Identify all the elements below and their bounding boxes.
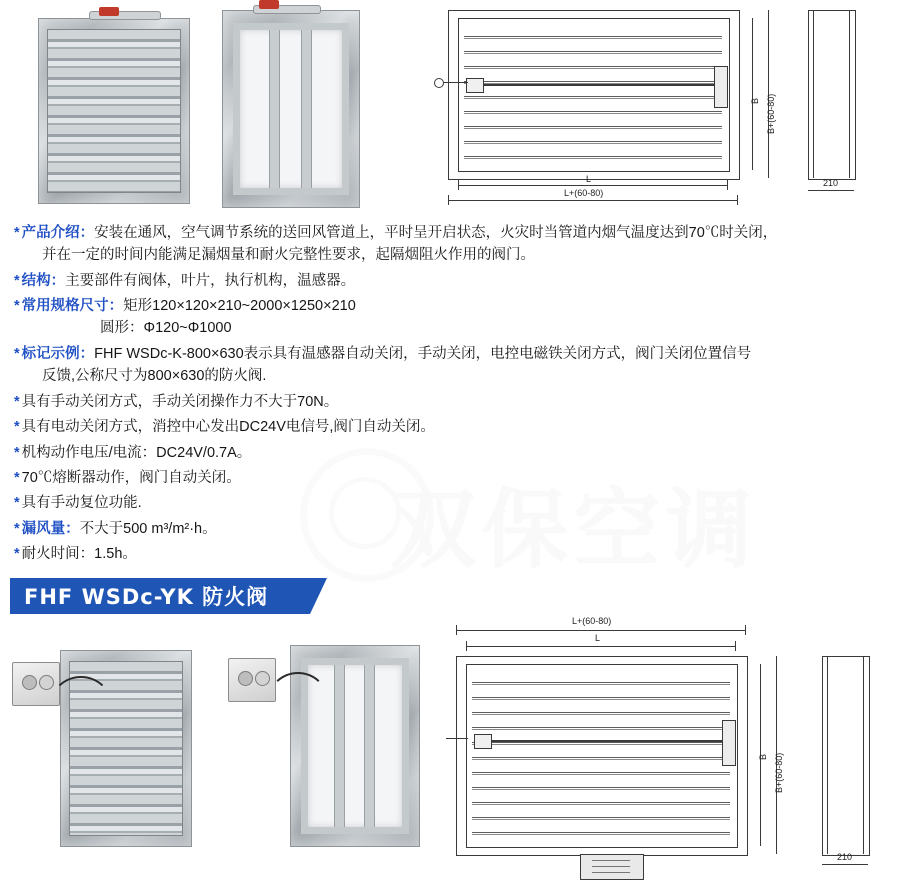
- spec-text-cont: 并在一定的时间内能满足漏烟量和耐火完整性要求，起隔烟阻火作用的阀门。: [42, 247, 535, 264]
- watermark-text: 双保空调: [390, 480, 758, 580]
- drawing-louvers-b: [472, 670, 730, 840]
- dim-label-width-inner-b: L: [595, 633, 601, 643]
- dim-tick-b4: [735, 641, 736, 651]
- spec-key: 结构：: [21, 272, 66, 289]
- drawing-side-mechanism-b: [722, 720, 736, 766]
- drawing-louvers: [464, 24, 722, 164]
- dim-line-width-inner-b: [466, 646, 736, 647]
- spec-item: [0, 543, 900, 565]
- spec-text: 具有手动关闭方式，手动关闭操作力不大于70N。: [21, 393, 339, 410]
- actuator-detail-3: [592, 872, 630, 873]
- control-knob-icon-3: [238, 671, 253, 686]
- drawing-electric-actuator: [580, 854, 644, 880]
- dim-line-width-outer-b: [456, 630, 746, 631]
- section-banner-title: FHF WSDc-YK 防火阀: [24, 585, 269, 609]
- control-knob-icon-2: [39, 675, 54, 690]
- bullet-star-icon: *: [14, 419, 20, 436]
- dim-tick-b3: [466, 641, 467, 651]
- dim-label-height-inner: B: [750, 97, 760, 104]
- spec-key: 产品介绍：: [21, 225, 95, 241]
- control-knob-icon-4: [255, 671, 270, 686]
- spec-item: [0, 442, 900, 464]
- spec-item: [0, 391, 900, 413]
- spec-item: [0, 343, 900, 388]
- side-view-edge-2: [849, 10, 850, 178]
- control-cable-1: [50, 676, 112, 734]
- dim-label-height-inner-b: B: [758, 753, 768, 760]
- damper-blades: [47, 29, 181, 193]
- actuator-detail-1: [592, 860, 630, 861]
- drawing-actuator-rod: [470, 84, 720, 86]
- spec-key: 标记示例：: [21, 345, 95, 362]
- control-knob-icon: [22, 675, 37, 690]
- side-view-edge-b1: [827, 656, 828, 854]
- section-banner: [10, 578, 310, 614]
- spec-text: 具有电动关闭方式，消控中心发出DC24V电信号,阀门自动关闭。: [21, 419, 435, 436]
- dim-label-height-outer-b: B+(60-80): [774, 752, 784, 793]
- spec-text: 安装在通风，空气调节系统的送回风管道上，平时呈开启状态，火灾时当管道内烟气温度达到70℃时关闭，: [94, 225, 778, 241]
- spec-item: [0, 467, 900, 489]
- spec-text: 70℃熔断器动作，阀门自动关闭。: [21, 469, 241, 486]
- drawing-fuse-link-b: [474, 734, 492, 749]
- handle-red-grip: [99, 7, 119, 16]
- dim-tick-2: [727, 180, 728, 190]
- drawing-side-mechanism: [714, 66, 728, 108]
- spec-item: [0, 295, 900, 339]
- spec-text: 不大于500 m³/m²·h。: [79, 520, 217, 537]
- spec-item: [0, 270, 900, 292]
- drawing-fuse-link: [466, 78, 484, 93]
- dim-line-width-inner: [458, 185, 728, 186]
- dim-tick-3: [448, 195, 449, 205]
- spec-text: FHF WSDc-K-800×630表示具有温感器自动关闭，手动关闭，电控电磁铁关闭方式，阀门关闭位置信号: [94, 345, 752, 362]
- dim-line-depth-b: [822, 864, 868, 865]
- dim-label-width-outer: L+(60-80): [564, 188, 604, 198]
- bullet-star-icon: *: [14, 520, 20, 537]
- damper-frame: [233, 23, 349, 195]
- side-view-edge-b2: [863, 656, 864, 854]
- side-view-edge-1: [813, 10, 814, 178]
- dim-label-width-inner: L: [586, 174, 592, 184]
- spec-text: 主要部件有阀体，叶片，执行机构，温感器。: [65, 272, 356, 289]
- dim-label-height-outer: B+(60-80): [766, 93, 776, 134]
- dim-tick-4: [737, 195, 738, 205]
- technical-drawing-front-view-yk: [440, 608, 890, 880]
- spec-key: 常用规格尺寸：: [21, 298, 124, 315]
- spec-text: 具有手动复位功能.: [21, 495, 142, 512]
- bullet-star-icon: *: [14, 444, 20, 461]
- dim-label-depth: 210: [823, 178, 839, 188]
- spec-item: [0, 222, 900, 267]
- dim-line-width-outer: [448, 200, 738, 201]
- drawing-actuator-rod-b: [478, 740, 726, 742]
- bullet-star-icon: *: [14, 225, 20, 241]
- control-cable-2: [268, 672, 328, 728]
- spec-key: 漏风量：: [21, 520, 80, 537]
- spec-text: 机构动作电压/电流：DC24V/0.7A。: [21, 444, 252, 461]
- dim-tick-b1: [456, 625, 457, 635]
- spec-text: 矩形120×120×210~2000×1250×210: [123, 298, 356, 315]
- dim-tick-1: [458, 180, 459, 190]
- actuator-detail-2: [592, 866, 630, 867]
- drawing-leader-line: [440, 82, 468, 83]
- specifications-list: [0, 222, 900, 569]
- spec-item: [0, 518, 900, 540]
- spec-item: [0, 492, 900, 514]
- product-photo-open-damper: [222, 10, 360, 208]
- drawing-leader-line-b: [446, 738, 468, 739]
- spec-text-cont: 圆形：Φ120~Φ1000: [100, 319, 232, 336]
- product-photo-closed-damper: [38, 18, 190, 204]
- bullet-star-icon: *: [14, 469, 20, 486]
- handle-red-grip-2: [259, 0, 279, 9]
- dim-label-width-outer-b: L+(60-80): [572, 616, 612, 626]
- bullet-star-icon: *: [14, 272, 20, 289]
- dim-label-depth-b: 210: [837, 852, 853, 862]
- drawing-pivot-icon: [434, 78, 444, 88]
- bullet-star-icon: *: [14, 298, 20, 315]
- bullet-star-icon: *: [14, 393, 20, 410]
- dim-tick-b2: [745, 625, 746, 635]
- technical-drawing-front-view: [430, 4, 890, 209]
- dim-line-height-inner: [752, 18, 753, 170]
- bullet-star-icon: *: [14, 546, 20, 563]
- spec-text: 耐火时间：1.5h。: [21, 546, 137, 563]
- bullet-star-icon: *: [14, 345, 20, 362]
- dim-line-depth: [808, 190, 854, 191]
- spec-text-cont: 反馈,公称尺寸为800×630的防火阀.: [42, 368, 267, 385]
- bullet-star-icon: *: [14, 495, 20, 512]
- spec-item: [0, 416, 900, 438]
